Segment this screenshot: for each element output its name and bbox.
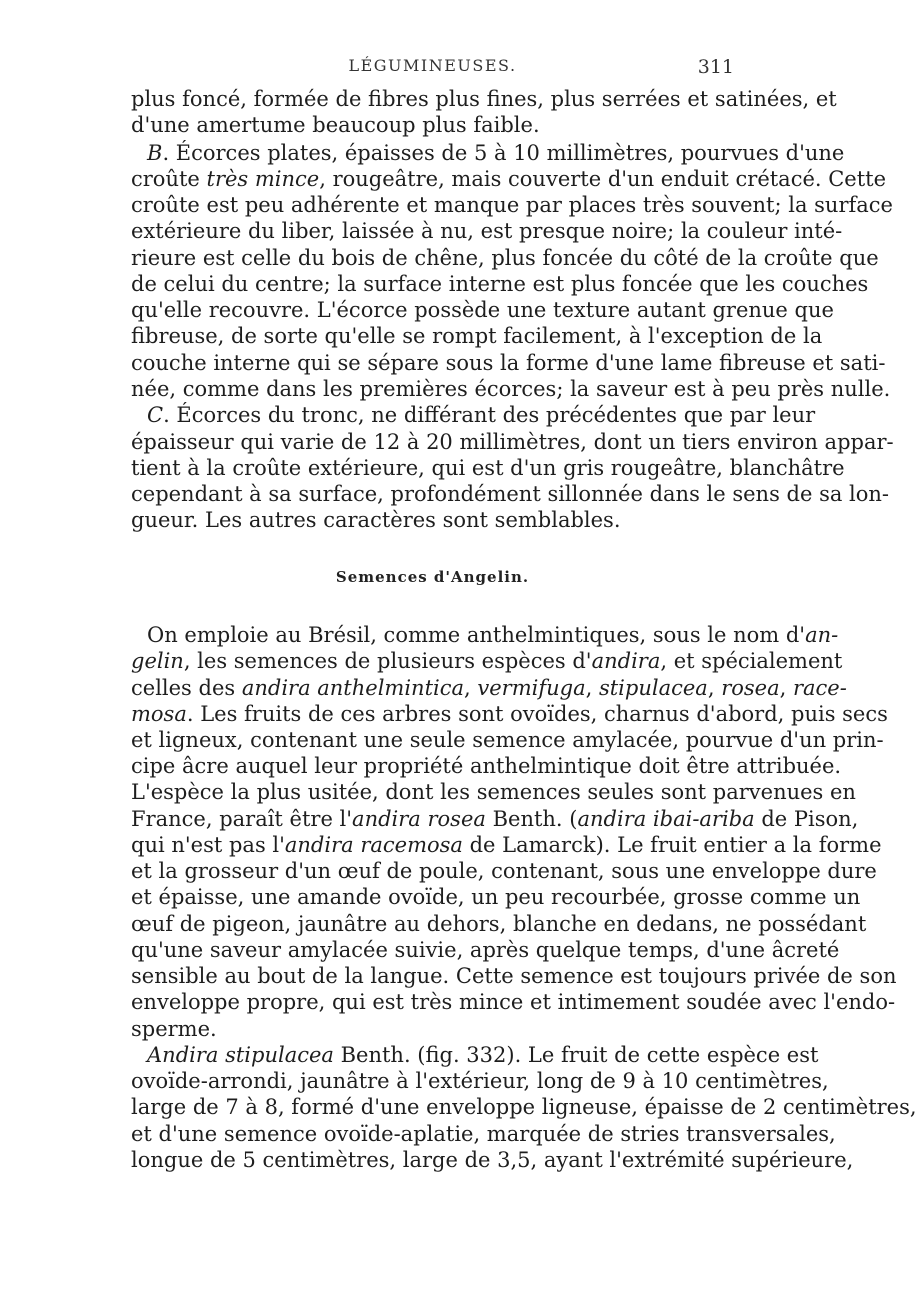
text-run: gueur. Les autres caractères sont semblables. <box>131 508 621 532</box>
text-run: sensible au bout de la langue. Cette semence est toujours privée de son <box>131 964 897 988</box>
text-line <box>131 727 884 753</box>
text-run: , <box>585 676 599 700</box>
text-line <box>131 402 816 428</box>
page-header <box>131 56 734 86</box>
italic-text: andira rosea <box>352 807 486 831</box>
text-line <box>131 937 840 963</box>
text-run: , <box>779 676 793 700</box>
text-run: qu'une saveur amylacée suivie, après quelque temps, d'une âcreté <box>131 938 840 962</box>
text-line <box>131 963 897 989</box>
text-run: croûte <box>131 167 207 191</box>
text-line <box>131 622 839 648</box>
text-run: ovoïde-arrondi, jaunâtre à l'extérieur, long de 9 à 10 centimètres, <box>131 1069 829 1093</box>
italic-text: gelin <box>131 649 184 673</box>
italic-text: C <box>147 403 164 427</box>
text-run: de Pison, <box>754 807 859 831</box>
text-line <box>131 271 869 297</box>
text-line <box>131 779 856 805</box>
text-run: œuf de pigeon, jaunâtre au dehors, blanche en dedans, ne possédant <box>131 912 867 936</box>
italic-text: mosa <box>131 702 187 726</box>
italic-text: rosea <box>721 676 780 700</box>
italic-text: très mince <box>206 167 320 191</box>
text-run: On emploie au Brésil, comme anthelmintiques, sous le nom d' <box>147 623 806 647</box>
text-line <box>131 806 859 832</box>
text-run: épaisseur qui varie de 12 à 20 millimètres, dont un tiers environ appar- <box>131 430 894 454</box>
italic-text: race- <box>792 676 847 700</box>
text-run: . Écorces plates, épaisses de 5 à 10 millimètres, pourvues d'une <box>162 141 845 165</box>
text-run: extérieure du liber, laissée à nu, est presque noire; la couleur inté- <box>131 219 843 243</box>
text-run: née, comme dans les premières écorces; la saveur est à peu près nulle. <box>131 377 891 401</box>
text-line <box>131 350 886 376</box>
italic-text: vermifuga <box>477 676 586 700</box>
text-line <box>131 1068 829 1094</box>
italic-text: B <box>147 141 163 165</box>
text-run: , <box>464 676 478 700</box>
text-run: longue de 5 centimètres, large de 3,5, ayant l'extrémité supérieure, <box>131 1148 854 1172</box>
text-run: et ligneux, contenant une seule semence amylacée, pourvue d'un prin- <box>131 728 884 752</box>
text-line <box>131 429 894 455</box>
text-run: et d'une semence ovoïde-aplatie, marquée de stries transversales, <box>131 1122 836 1146</box>
text-run: large de 7 à 8, formé d'une enveloppe ligneuse, épaisse de 2 centimètres, <box>131 1095 917 1119</box>
text-line <box>131 297 834 323</box>
text-line <box>131 86 837 112</box>
text-line <box>131 648 843 674</box>
text-run: . Écorces du tronc, ne différant des précédentes que par leur <box>163 403 816 427</box>
text-run: France, paraît être l' <box>131 807 353 831</box>
text-line <box>131 701 888 727</box>
text-line <box>131 218 843 244</box>
text-line <box>131 481 890 507</box>
text-line <box>131 455 845 481</box>
text-run: qui n'est pas l' <box>131 833 285 857</box>
page-number: 311 <box>697 56 734 78</box>
text-run: croûte est peu adhérente et manque par places très souvent; la surface <box>131 193 893 217</box>
text-run: . Les fruits de ces arbres sont ovoïdes, charnus d'abord, puis secs <box>186 702 888 726</box>
italic-text: andira ibai-ariba <box>577 807 755 831</box>
text-run: et épaisse, une amande ovoïde, un peu recourbée, grosse comme un <box>131 885 861 909</box>
section-heading: Semences d'Angelin. <box>335 568 530 586</box>
text-line <box>131 112 734 138</box>
text-run: qu'elle recouvre. L'écorce possède une texture autant grenue que <box>131 298 834 322</box>
italic-text: Andira stipulacea <box>147 1043 334 1067</box>
text-line <box>131 376 891 402</box>
text-line <box>131 989 896 1015</box>
text-line <box>131 832 882 858</box>
text-line <box>131 507 734 533</box>
text-run: L'espèce la plus usitée, dont les semences seules sont parvenues en <box>131 780 856 804</box>
text-run: Benth. ( <box>485 807 578 831</box>
text-line <box>131 884 861 910</box>
text-run: d'une amertume beaucoup plus faible. <box>131 113 540 137</box>
italic-text: andira <box>591 649 661 673</box>
text-line <box>131 911 867 937</box>
text-run: cependant à sa surface, profondément sillonnée dans le sens de sa lon- <box>131 482 890 506</box>
text-line <box>131 140 845 166</box>
text-run: rieure est celle du bois de chêne, plus foncée du côté de la croûte que <box>131 246 879 270</box>
text-run: de celui du centre; la surface interne est plus foncée que les couches <box>131 272 869 296</box>
text-run: de Lamarck). Le fruit entier a la forme <box>462 833 882 857</box>
text-run: fibreuse, de sorte qu'elle se rompt facilement, à l'exception de la <box>131 324 823 348</box>
text-line <box>131 323 823 349</box>
running-title: LÉGUMINEUSES. <box>348 56 517 75</box>
italic-text: an- <box>805 623 839 647</box>
text-line <box>131 192 893 218</box>
text-run: enveloppe propre, qui est très mince et intimement soudée avec l'endo- <box>131 990 896 1014</box>
text-run: sperme. <box>131 1017 217 1041</box>
text-run: , et spécialement <box>660 649 843 673</box>
text-run: et la grosseur d'un œuf de poule, contenant, sous une enveloppe dure <box>131 859 877 883</box>
text-line <box>131 858 877 884</box>
italic-text: andira anthelmintica <box>241 676 465 700</box>
text-line <box>131 1094 917 1120</box>
text-run: , <box>707 676 722 700</box>
text-line <box>131 245 879 271</box>
text-line <box>131 166 887 192</box>
text-run: , les semences de plusieurs espèces d' <box>183 649 592 673</box>
text-line <box>131 1121 836 1147</box>
text-line <box>131 1042 819 1068</box>
text-run: couche interne qui se sépare sous la forme d'une lame fibreuse et sati- <box>131 351 886 375</box>
text-line <box>131 1147 854 1173</box>
text-run: Benth. (fig. 332). Le fruit de cette espèce est <box>333 1043 819 1067</box>
text-run: cipe âcre auquel leur propriété anthelmintique doit être attribuée. <box>131 754 842 778</box>
text-line <box>131 1016 734 1042</box>
text-run: tient à la croûte extérieure, qui est d'un gris rougeâtre, blanchâtre <box>131 456 845 480</box>
italic-text: andira racemosa <box>284 833 463 857</box>
text-run: celles des <box>131 676 242 700</box>
italic-text: stipulacea <box>598 676 708 700</box>
text-line <box>131 753 842 779</box>
text-line <box>131 675 847 701</box>
text-run: plus foncé, formée de fibres plus fines, plus serrées et satinées, et <box>131 87 837 111</box>
text-run: , rougeâtre, mais couverte d'un enduit crétacé. Cette <box>319 167 887 191</box>
